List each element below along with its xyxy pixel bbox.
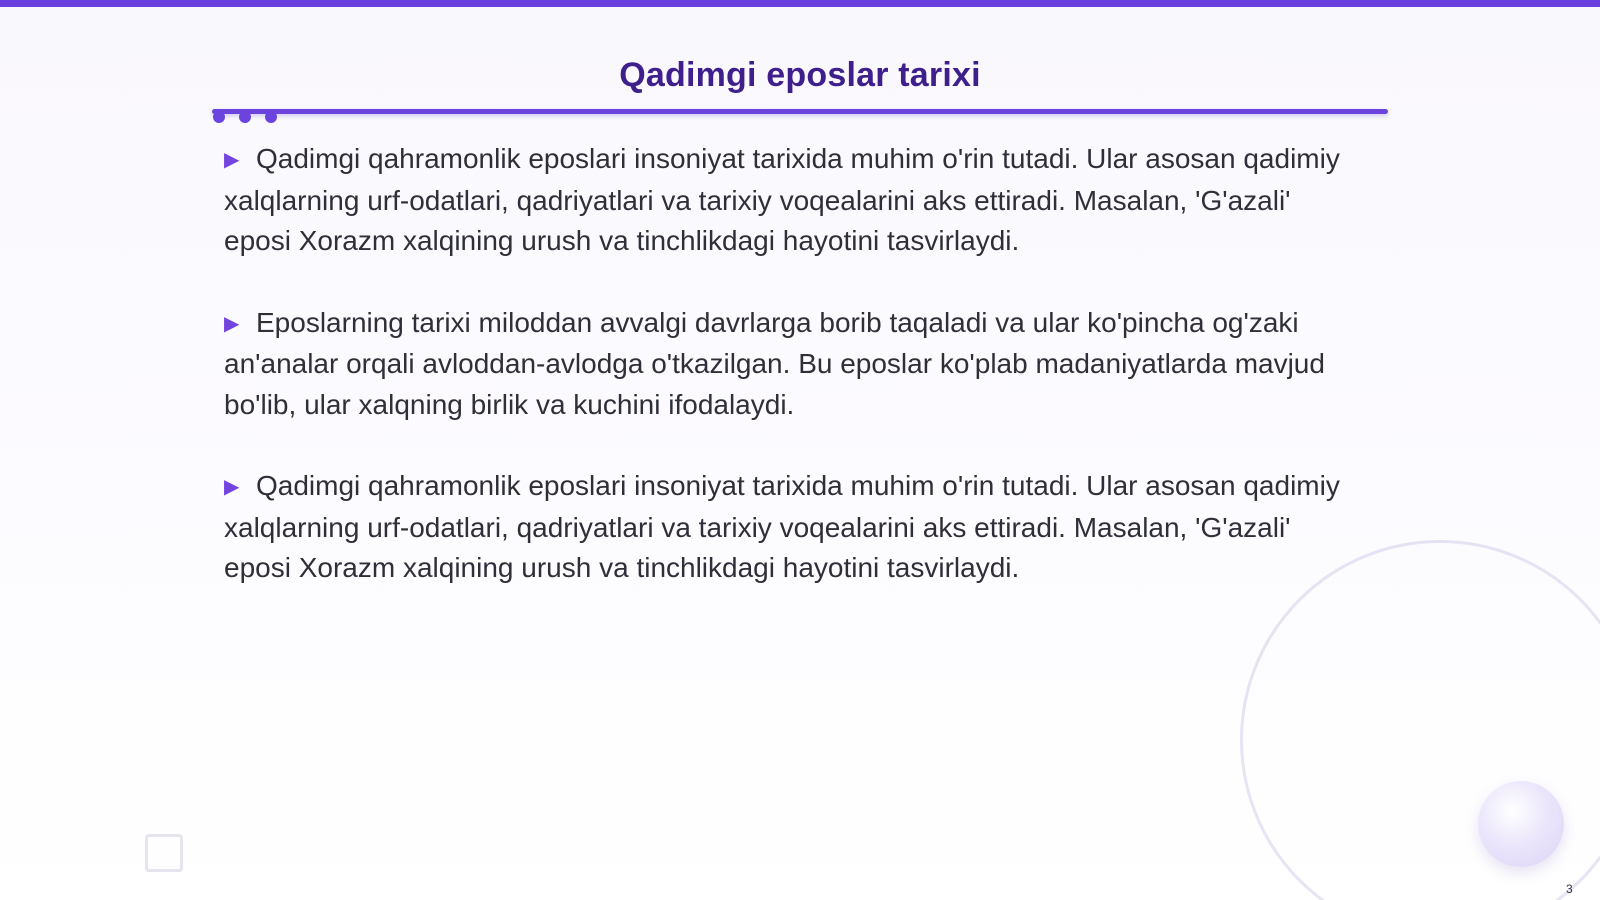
bullet-list [224, 139, 1354, 630]
page-number: 3 [1566, 882, 1573, 896]
bullet-text: Qadimgi qahramonlik eposlari insoniyat tarixida muhim o'rin tutadi. Ular asosan qadimiy xalqlarning urf-odatlari, qadriyatlari va tarixiy voqealarini aks ettiradi. Masalan, 'G'azali' eposi Xorazm xalqining urush va tinchlikdagi hayotini tasvirlaydi. [224, 143, 1340, 256]
underline-dot [239, 111, 251, 123]
triangle-bullet-icon: ▶ [224, 149, 240, 171]
underline-dot [213, 111, 225, 123]
underline-dot [265, 111, 277, 123]
bullet-text: Eposlarning tarixi miloddan avvalgi davrlarga borib taqaladi va ular ko'pincha og'zaki an'analar orqali avloddan-avlodga o'tkazilgan. Bu eposlar ko'plab madaniyatlarda mavjud bo'lib, ular xalqning birlik va kuchini ifodalaydi. [224, 306, 1325, 420]
triangle-bullet-icon: ▶ [224, 476, 240, 498]
decorative-square [145, 834, 183, 872]
bullet-text: Qadimgi qahramonlik eposlari insoniyat tarixida muhim o'rin tutadi. Ular asosan qadimiy xalqlarning urf-odatlari, qadriyatlari va tarixiy voqealarini aks ettiradi. Masalan, 'G'azali' eposi Xorazm xalqining urush va tinchlikdagi hayotini tasvirlaydi. [224, 470, 1340, 583]
title-underline [212, 109, 1388, 114]
triangle-bullet-icon: ▶ [224, 312, 240, 335]
bullet-item [224, 466, 1354, 589]
decorative-orb [1478, 781, 1564, 867]
bullet-item [224, 139, 1354, 262]
top-accent-bar [0, 0, 1600, 7]
slide-title: Qadimgi eposlar tarixi [619, 56, 981, 94]
bullet-item [224, 303, 1354, 426]
